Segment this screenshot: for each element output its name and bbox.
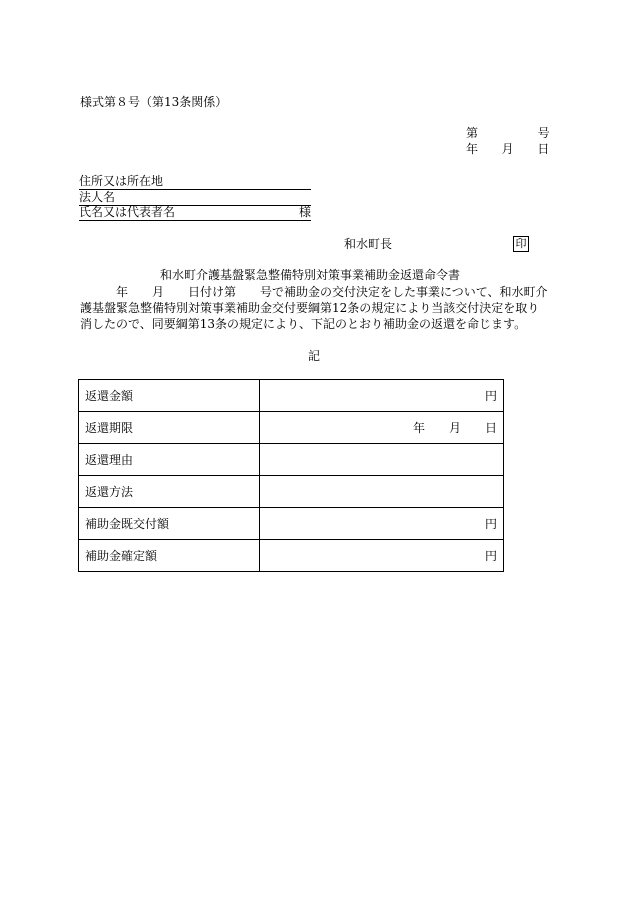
date-day: 日	[537, 142, 550, 156]
table-row	[79, 412, 504, 444]
issue-date	[466, 143, 549, 155]
row-label: 返還期限	[79, 412, 260, 444]
doc-number-prefix: 第	[466, 126, 479, 140]
corporation-line	[79, 191, 311, 206]
row-value	[260, 444, 504, 476]
name-line	[79, 206, 311, 221]
row-value	[260, 476, 504, 508]
table-row	[79, 540, 504, 572]
ki-heading: 記	[308, 349, 321, 363]
row-label: 返還方法	[79, 476, 260, 508]
row-value: 円	[260, 380, 504, 412]
body-line-1: 年 月 日付け第 号で補助金の交付決定をした事業について、和水町介	[116, 285, 548, 299]
row-label: 補助金確定額	[79, 540, 260, 572]
document-title: 和水町介護基盤緊急整備特別対策事業補助金返還命令書	[160, 268, 461, 282]
row-label: 返還金額	[79, 380, 260, 412]
table-row	[79, 444, 504, 476]
date-month: 月	[501, 142, 514, 156]
row-label: 返還理由	[79, 444, 260, 476]
doc-number-suffix: 号	[537, 126, 550, 140]
document-number	[466, 127, 550, 139]
body-text	[80, 284, 554, 332]
issuer-name: 和水町長	[344, 237, 393, 251]
row-value: 円	[260, 540, 504, 572]
form-number: 様式第８号（第13条関係）	[80, 95, 228, 109]
table-row	[79, 508, 504, 540]
date-year: 年	[466, 142, 479, 156]
body-line-2: 護基盤緊急整備特別対策事業補助金交付要綱第12条の規定により当該交付決定を取り	[80, 301, 540, 315]
corporation-label: 法人名	[79, 190, 116, 204]
repayment-table	[78, 379, 504, 572]
honorific: 様	[298, 205, 311, 219]
address-label: 住所又は所在地	[79, 174, 164, 188]
row-value: 円	[260, 508, 504, 540]
address-line	[79, 175, 311, 190]
seal-mark: 印	[513, 236, 529, 252]
table-row	[79, 476, 504, 508]
name-label: 氏名又は代表者名	[79, 205, 176, 219]
row-value: 年 月 日	[260, 412, 504, 444]
body-line-3: 消したので、同要綱第13条の規定により、下記のとおり補助金の返還を命じます。	[80, 317, 527, 331]
row-label: 補助金既交付額	[79, 508, 260, 540]
table-row	[79, 380, 504, 412]
